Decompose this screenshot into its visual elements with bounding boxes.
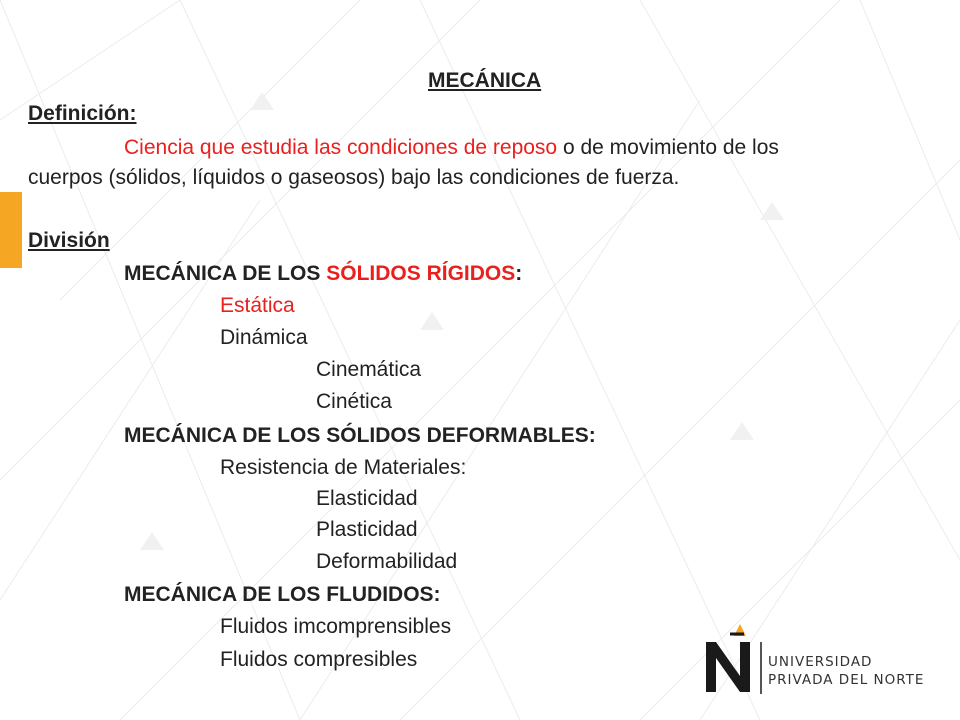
item-incompresibles: Fluidos imcomprensibles — [220, 615, 452, 638]
rigid-highlight: SÓLIDOS RÍGIDOS — [326, 262, 516, 285]
fluids-heading: MECÁNICA DE LOS FLUDIDOS: — [124, 583, 441, 606]
definition-highlight: Ciencia que estudia las condiciones de reposo — [124, 136, 558, 159]
upn-n-icon — [700, 620, 760, 698]
slide-title: MECÁNICA — [428, 69, 542, 92]
accent-bar — [0, 192, 22, 268]
definition-label: Definición: — [28, 102, 137, 125]
university-logo — [700, 620, 940, 700]
division-label: División — [28, 229, 110, 252]
definition-line-1 — [124, 133, 779, 163]
definition-text: o de movimiento de los — [557, 136, 779, 159]
rigid-solids-heading — [124, 259, 522, 289]
definition-line-2: cuerpos (sólidos, líquidos o gaseosos) bajo las condiciones de fuerza. — [28, 166, 680, 189]
logo-line-1: UNIVERSIDAD — [768, 654, 873, 670]
deformable-solids-heading: MECÁNICA DE LOS SÓLIDOS DEFORMABLES: — [124, 424, 596, 447]
item-cinetica: Cinética — [316, 390, 392, 413]
item-dinamica: Dinámica — [220, 326, 308, 349]
item-estatica: Estática — [220, 294, 295, 317]
item-compresibles: Fluidos compresibles — [220, 648, 418, 671]
logo-line-2: PRIVADA DEL NORTE — [768, 672, 925, 688]
item-plasticidad: Plasticidad — [316, 518, 418, 541]
item-cinematica: Cinemática — [316, 358, 422, 381]
item-deformabilidad: Deformabilidad — [316, 550, 458, 573]
item-resistencia: Resistencia de Materiales: — [220, 456, 467, 479]
item-elasticidad: Elasticidad — [316, 487, 418, 510]
rigid-prefix: MECÁNICA DE LOS — [124, 262, 327, 285]
logo-divider — [760, 642, 762, 694]
rigid-suffix: : — [515, 262, 523, 285]
